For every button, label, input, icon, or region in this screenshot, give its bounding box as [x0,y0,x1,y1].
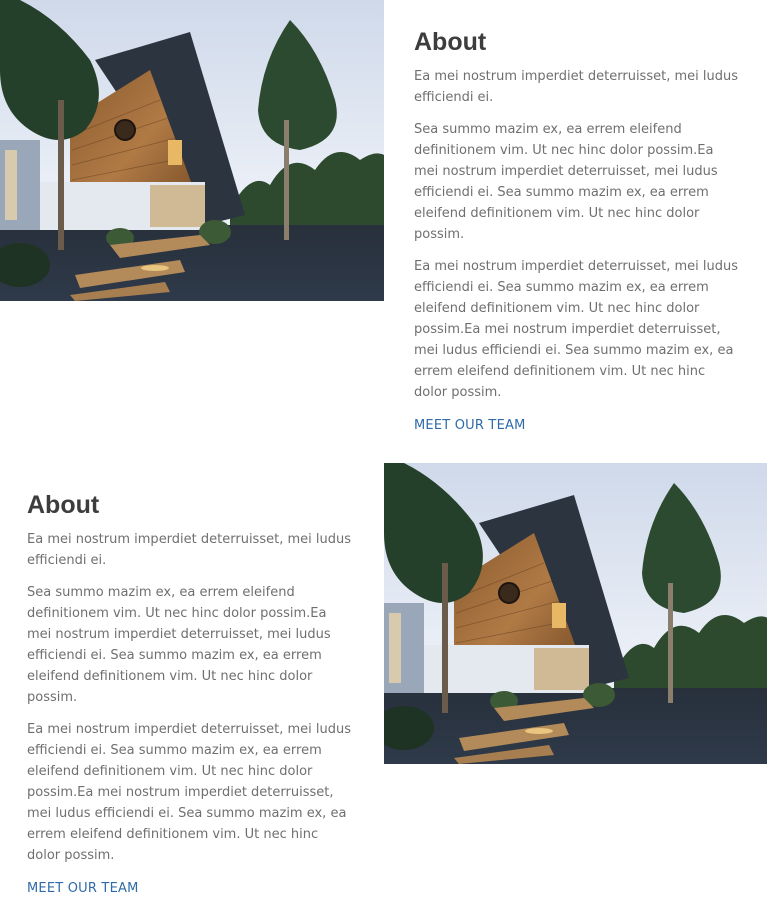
meet-our-team-link[interactable]: MEET OUR TEAM [414,418,526,433]
meet-our-team-link[interactable]: MEET OUR TEAM [27,881,139,896]
section-heading: About [414,28,487,56]
section-heading: About [27,491,100,519]
house-photo [0,0,384,301]
body-paragraph: Sea summo mazim ex, ea errem eleifend definitionem vim. Ut nec hinc dolor possim.Ea mei nostrum imperdiet deterruisset, mei ludus efficiendi ei. Sea summo mazim ex, ea errem eleifend definitionem vim. Ut nec hinc dolor possim. [414,122,718,242]
body-paragraph: Sea summo mazim ex, ea errem eleifend definitionem vim. Ut nec hinc dolor possim.Ea mei nostrum imperdiet deterruisset, mei ludus efficiendi ei. Sea summo mazim ex, ea errem eleifend definitionem vim. Ut nec hinc dolor possim. [27,585,331,705]
about-section-1 [0,0,767,440]
body-paragraph: Ea mei nostrum imperdiet deterruisset, mei ludus efficiendi ei. Sea summo mazim ex, ea errem eleifend definitionem vim. Ut nec hinc dolor possim.Ea mei nostrum imperdiet deterruisset, mei ludus efficiendi ei. Sea summo mazim ex, ea errem eleifend definitionem vim. Ut nec hinc dolor possim. [414,259,738,400]
intro-paragraph: Ea mei nostrum imperdiet deterruisset, mei ludus efficiendi ei. [27,532,351,568]
body-paragraph: Ea mei nostrum imperdiet deterruisset, mei ludus efficiendi ei. Sea summo mazim ex, ea errem eleifend definitionem vim. Ut nec hinc dolor possim.Ea mei nostrum imperdiet deterruisset, mei ludus efficiendi ei. Sea summo mazim ex, ea errem eleifend definitionem vim. Ut nec hinc dolor possim. [27,722,351,863]
about-section-2 [0,463,767,908]
about-text-column [414,27,740,436]
about-text-column [27,490,353,899]
house-photo [384,463,767,764]
intro-paragraph: Ea mei nostrum imperdiet deterruisset, mei ludus efficiendi ei. [414,69,738,105]
